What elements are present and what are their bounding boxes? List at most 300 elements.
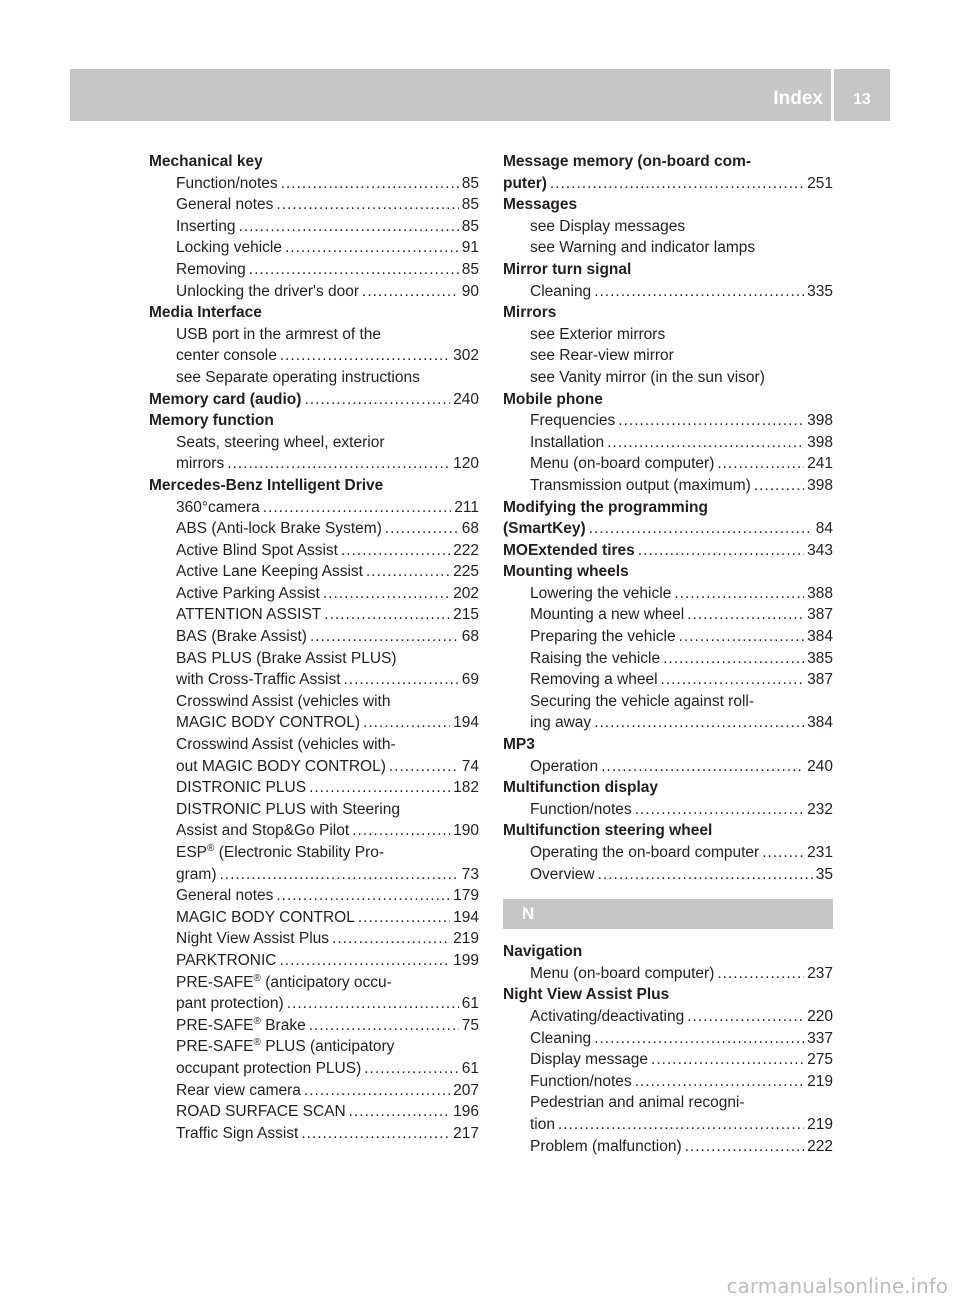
index-subentry [149, 842, 479, 864]
index-subentry[interactable] [503, 475, 833, 497]
index-subentry[interactable] [503, 1071, 833, 1093]
page-reference[interactable]: 215 [453, 606, 479, 624]
index-subentry[interactable] [149, 1058, 479, 1080]
dot-leader [601, 756, 804, 778]
section-letter: N [522, 904, 535, 924]
entry-text: Inserting [176, 217, 236, 235]
entry-text: ing away [530, 714, 592, 732]
entry-text: ROAD SURFACE SCAN [176, 1103, 346, 1121]
index-entry [149, 151, 479, 173]
dot-leader [661, 669, 805, 691]
index-subentry[interactable] [503, 1136, 833, 1158]
page-reference[interactable]: 387 [807, 671, 833, 689]
index-subentry[interactable] [149, 864, 479, 886]
index-subentry[interactable] [503, 281, 833, 303]
index-entry [503, 820, 833, 842]
dot-leader [687, 1006, 804, 1028]
dot-leader [594, 281, 804, 303]
entry-text: Locking vehicle [176, 239, 282, 257]
index-subentry[interactable] [149, 518, 479, 540]
index-subentry [149, 324, 479, 346]
page-reference[interactable]: 240 [453, 390, 479, 408]
index-subentry[interactable] [149, 626, 479, 648]
index-subentry[interactable] [149, 1080, 479, 1102]
dot-leader [344, 669, 459, 691]
dot-leader [276, 194, 458, 216]
entry-text: Seats, steering wheel, exterior [176, 433, 385, 451]
index-subentry [149, 1036, 479, 1058]
entry-text: DISTRONIC PLUS [176, 779, 307, 797]
index-subentry[interactable] [149, 993, 479, 1015]
index-entry [503, 497, 833, 519]
page-reference[interactable]: 275 [807, 1051, 833, 1069]
index-subentry[interactable] [149, 928, 479, 950]
dot-leader [279, 950, 450, 972]
registered-mark: ® [253, 1015, 261, 1027]
entry-text: General notes [176, 887, 274, 905]
index-subentry[interactable] [149, 237, 479, 259]
section-header [503, 899, 833, 929]
entry-text: Function/notes [530, 1072, 632, 1090]
registered-mark: ® [253, 1037, 261, 1049]
page-reference[interactable]: 384 [807, 628, 833, 646]
index-entry [503, 777, 833, 799]
index-subentry[interactable] [503, 453, 833, 475]
dot-leader [717, 453, 804, 475]
dot-leader [227, 453, 450, 475]
index-entry [503, 561, 833, 583]
index-entry [503, 984, 833, 1006]
page-reference[interactable]: 74 [461, 757, 479, 775]
entry-text: mirrors [176, 455, 225, 473]
dot-leader [366, 561, 450, 583]
page-reference[interactable]: 398 [807, 476, 833, 494]
page-reference[interactable]: 85 [461, 196, 479, 214]
index-subentry[interactable] [503, 410, 833, 432]
index-entry [503, 151, 833, 173]
index-subentry[interactable] [503, 1006, 833, 1028]
entry-text: see Separate operating instructions [176, 368, 420, 386]
entry-text: Function/notes [176, 174, 278, 192]
index-subentry[interactable] [503, 1114, 833, 1136]
index-subentry[interactable] [149, 281, 479, 303]
entry-text: Menu (on-board computer) [530, 455, 715, 473]
entry-text: Raising the vehicle [530, 649, 661, 667]
entry-text: Operation [530, 757, 599, 775]
dot-leader [638, 540, 804, 562]
entry-text: Memory card (audio) [149, 390, 302, 408]
entry-text: Assist and Stop&Go Pilot [176, 822, 350, 840]
page-reference[interactable]: 199 [453, 951, 479, 969]
dot-leader [310, 626, 459, 648]
entry-text: Crosswind Assist (vehicles with [176, 692, 391, 710]
dot-leader [332, 928, 450, 950]
entry-text: Unlocking the driver's door [176, 282, 360, 300]
index-subentry [149, 691, 479, 713]
entry-text: MOExtended tires [503, 541, 635, 559]
page-reference[interactable]: 219 [807, 1115, 833, 1133]
page-reference[interactable]: 194 [453, 908, 479, 926]
dot-leader [685, 1136, 805, 1158]
entry-text: Active Blind Spot Assist [176, 541, 338, 559]
dot-leader [238, 216, 458, 238]
registered-mark: ® [207, 842, 215, 854]
index-subentry[interactable] [149, 345, 479, 367]
page-reference[interactable]: 240 [807, 757, 833, 775]
dot-leader [594, 712, 804, 734]
page-reference[interactable]: 35 [815, 865, 833, 883]
entry-text: Active Lane Keeping Assist [176, 563, 363, 581]
page-reference[interactable]: 182 [453, 779, 479, 797]
entry-text: Operating the on-board computer [530, 844, 760, 861]
entry-text: MAGIC BODY CONTROL [176, 908, 355, 926]
entry-text: MP3 [503, 736, 535, 754]
page-reference[interactable]: 75 [461, 1016, 479, 1034]
index-entry [503, 734, 833, 756]
entry-text: Mercedes-Benz Intelligent Drive [149, 476, 384, 494]
page-reference[interactable]: 68 [461, 628, 479, 646]
dot-leader [663, 648, 804, 670]
entry-text: Removing a wheel [530, 671, 658, 689]
entry-text: Mounting wheels [503, 563, 629, 581]
index-entry [149, 302, 479, 324]
entry-text: Active Parking Assist [176, 584, 320, 602]
entry-text: DISTRONIC PLUS with Steering [176, 800, 400, 818]
entry-text: ATTENTION ASSIST [176, 606, 322, 624]
index-subentry[interactable] [149, 1101, 479, 1123]
dot-leader [309, 777, 450, 799]
index-subentry[interactable] [149, 540, 479, 562]
index-subentry[interactable] [149, 583, 479, 605]
index-subentry[interactable] [149, 259, 479, 281]
entry-text: Removing [176, 260, 246, 278]
entry-text: USB port in the armrest of the [176, 325, 382, 343]
entry-text: see Rear-view mirror [530, 347, 674, 365]
dot-leader [679, 626, 805, 648]
entry-text: Installation [530, 433, 605, 451]
page-reference[interactable]: 190 [453, 822, 479, 840]
page-reference[interactable]: 85 [461, 174, 479, 192]
index-subentry[interactable] [503, 1028, 833, 1050]
entry-text: Display message [530, 1051, 649, 1069]
dot-leader [249, 259, 459, 281]
index-subentry[interactable] [503, 756, 833, 778]
dot-leader [358, 907, 450, 929]
page-number: 13 [853, 91, 871, 108]
dot-leader [674, 583, 804, 605]
index-entry[interactable] [503, 518, 833, 540]
entry-text: see Warning and indicator lamps [530, 239, 756, 257]
entry-text: Menu (on-board computer) [530, 964, 715, 982]
index-subentry [503, 691, 833, 713]
index-subentry[interactable] [503, 1049, 833, 1071]
page-reference[interactable]: 337 [807, 1029, 833, 1047]
entry-text: General notes [176, 196, 274, 214]
page-reference[interactable]: 220 [807, 1007, 833, 1025]
page-reference[interactable]: 388 [807, 584, 833, 602]
page-reference[interactable]: 85 [461, 260, 479, 278]
page-reference[interactable]: 207 [453, 1081, 479, 1099]
page-reference[interactable]: 196 [453, 1103, 479, 1121]
page-reference[interactable]: 61 [461, 995, 479, 1013]
index-subentry[interactable] [503, 669, 833, 691]
entry-text: Messages [503, 196, 578, 214]
index-subentry[interactable] [503, 604, 833, 626]
dot-leader [352, 820, 450, 842]
entry-text: Frequencies [530, 412, 616, 430]
page-title: Index [773, 88, 823, 109]
entry-text: Night View Assist Plus [503, 986, 670, 1004]
index-subentry[interactable] [503, 626, 833, 648]
index-subentry [149, 799, 479, 821]
dot-leader [687, 604, 804, 626]
entry-text: Cleaning [530, 1029, 592, 1047]
index-entry[interactable] [503, 540, 833, 562]
entry-text: Transmission output (maximum) [530, 476, 751, 494]
entry-text: Lowering the vehicle [530, 584, 672, 602]
index-entry[interactable] [149, 389, 479, 411]
entry-text: PRE-SAFE® Brake [176, 1015, 306, 1034]
page-reference[interactable]: 231 [807, 844, 833, 861]
index-subentry[interactable] [149, 756, 479, 778]
entry-text: (SmartKey) [503, 520, 586, 538]
page-reference[interactable]: 120 [453, 455, 479, 473]
index-subentry[interactable] [149, 173, 479, 195]
index-subentry[interactable] [149, 497, 479, 519]
entry-text: Cleaning [530, 282, 592, 300]
dot-leader [589, 518, 813, 540]
index-entry [149, 410, 479, 432]
page-reference[interactable]: 69 [461, 671, 479, 689]
index-subentry[interactable] [503, 583, 833, 605]
index-column-right [503, 151, 833, 1157]
dot-leader [323, 583, 450, 605]
registered-mark: ® [253, 972, 261, 984]
entry-text: Crosswind Assist (vehicles with- [176, 736, 396, 754]
page-reference[interactable]: 61 [461, 1059, 479, 1077]
page-reference[interactable]: 398 [807, 433, 833, 451]
page-reference[interactable]: 251 [807, 174, 833, 192]
entry-text: Mobile phone [503, 390, 603, 408]
entry-text: see Display messages [530, 217, 686, 235]
entry-text: Multifunction display [503, 779, 658, 797]
index-subentry [503, 216, 833, 238]
index-subentry [503, 1092, 833, 1114]
dot-leader [364, 1058, 459, 1080]
entry-text: Night View Assist Plus [176, 930, 330, 948]
page-reference[interactable]: 84 [815, 520, 833, 538]
dot-leader [276, 885, 450, 907]
dot-leader [598, 864, 813, 886]
index-subentry[interactable] [149, 950, 479, 972]
dot-leader [309, 1015, 459, 1037]
page-reference[interactable]: 91 [461, 239, 479, 257]
page-reference[interactable]: 68 [461, 520, 479, 538]
page-reference[interactable]: 179 [453, 887, 479, 905]
index-subentry [503, 324, 833, 346]
entry-text: 360°camera [176, 498, 260, 516]
page-reference[interactable]: 343 [807, 541, 833, 559]
dot-leader [385, 518, 459, 540]
entry-text: Mirrors [503, 304, 557, 322]
index-subentry [149, 734, 479, 756]
entry-text: Mounting a new wheel [530, 606, 685, 624]
entry-text: PRE-SAFE® (anticipatory occu- [176, 972, 392, 991]
entry-text: Navigation [503, 943, 583, 961]
dot-leader [558, 1114, 804, 1136]
entry-text: Mechanical key [149, 153, 263, 170]
index-subentry[interactable] [503, 842, 833, 864]
entry-text: see Vanity mirror (in the sun visor) [530, 368, 765, 386]
watermark: carmanualsonline.info [726, 1274, 948, 1298]
index-subentry [503, 367, 833, 389]
page-reference[interactable]: 211 [454, 498, 479, 516]
entry-text: Mirror turn signal [503, 260, 632, 278]
entry-text: with Cross-Traffic Assist [176, 671, 341, 689]
index-subentry [149, 367, 479, 389]
page-reference[interactable]: 302 [453, 347, 479, 365]
page-reference[interactable]: 335 [807, 282, 833, 300]
index-subentry[interactable] [149, 777, 479, 799]
index-subentry[interactable] [149, 1123, 479, 1145]
entry-text: out MAGIC BODY CONTROL) [176, 757, 386, 775]
dot-leader [618, 410, 804, 432]
entry-text: puter) [503, 174, 547, 192]
entry-text: BAS (Brake Assist) [176, 628, 307, 646]
entry-text: see Exterior mirrors [530, 325, 666, 343]
index-subentry[interactable] [149, 561, 479, 583]
entry-text: ABS (Anti-lock Brake System) [176, 520, 382, 538]
entry-text: Function/notes [530, 800, 632, 818]
dot-leader [754, 475, 804, 497]
index-entry [503, 259, 833, 281]
index-entry [503, 389, 833, 411]
dot-leader [263, 497, 452, 519]
entry-text: occupant protection PLUS) [176, 1059, 362, 1077]
dot-leader [341, 540, 450, 562]
entry-text: ESP® (Electronic Stability Pro- [176, 842, 385, 861]
index-subentry[interactable] [149, 1015, 479, 1037]
index-subentry[interactable] [503, 864, 833, 886]
dot-leader [762, 842, 804, 864]
index-subentry [149, 972, 479, 994]
index-subentry [149, 648, 479, 670]
index-subentry[interactable] [503, 963, 833, 985]
index-subentry[interactable] [149, 194, 479, 216]
index-subentry[interactable] [149, 885, 479, 907]
dot-leader [389, 756, 459, 778]
dot-leader [635, 799, 804, 821]
page-reference[interactable]: 202 [453, 584, 479, 602]
page-reference[interactable]: 219 [453, 930, 479, 948]
entry-text: Memory function [149, 412, 274, 430]
page-reference[interactable]: 387 [807, 606, 833, 624]
page-reference[interactable]: 85 [461, 217, 479, 235]
page-reference[interactable]: 384 [807, 714, 833, 732]
index-subentry[interactable] [149, 669, 479, 691]
entry-text: PRE-SAFE® PLUS (anticipatory [176, 1037, 395, 1056]
page-reference[interactable]: 194 [453, 714, 479, 732]
index-subentry[interactable] [503, 432, 833, 454]
dot-leader [287, 993, 459, 1015]
index-column-left [149, 151, 479, 1144]
page-reference[interactable]: 222 [453, 541, 479, 559]
entry-text: Activating/deactivating [530, 1007, 685, 1025]
entry-text: Multifunction steering wheel [503, 822, 713, 840]
dot-leader [550, 173, 804, 195]
index-subentry[interactable] [149, 820, 479, 842]
page-reference[interactable]: 219 [807, 1072, 833, 1090]
index-subentry [503, 345, 833, 367]
dot-leader [219, 864, 458, 886]
entry-text: Traffic Sign Assist [176, 1124, 299, 1142]
index-subentry[interactable] [503, 648, 833, 670]
page-reference[interactable]: 222 [807, 1137, 833, 1155]
index-subentry[interactable] [149, 604, 479, 626]
page-reference[interactable]: 232 [807, 800, 833, 818]
index-entry [149, 475, 479, 497]
index-subentry[interactable] [149, 216, 479, 238]
page-reference[interactable]: 90 [461, 282, 479, 300]
page-reference[interactable]: 225 [453, 563, 479, 581]
page-reference[interactable]: 217 [453, 1124, 479, 1142]
dot-leader [304, 1080, 450, 1102]
entry-text: Preparing the vehicle [530, 628, 676, 646]
index-entry [503, 194, 833, 216]
index-subentry [149, 432, 479, 454]
dot-leader [301, 1123, 450, 1145]
dot-leader [285, 237, 459, 259]
entry-text: Modifying the programming [503, 498, 708, 516]
page-reference[interactable]: 237 [807, 964, 833, 982]
entry-text: Media Interface [149, 304, 262, 322]
entry-text: MAGIC BODY CONTROL) [176, 714, 361, 732]
page-reference[interactable]: 398 [807, 412, 833, 430]
index-subentry[interactable] [503, 799, 833, 821]
dot-leader [651, 1049, 804, 1071]
entry-text: Securing the vehicle against roll- [530, 692, 755, 710]
entry-text: Pedestrian and animal recogni- [530, 1094, 745, 1112]
entry-text: PARKTRONIC [176, 951, 277, 969]
dot-leader [635, 1071, 804, 1093]
index-subentry[interactable] [149, 712, 479, 734]
index-entry[interactable] [503, 173, 833, 195]
dot-leader [281, 173, 459, 195]
entry-text: Message memory (on-board com- [503, 153, 752, 170]
index-entry [503, 941, 833, 963]
page-reference[interactable]: 73 [461, 865, 479, 883]
dot-leader [324, 604, 450, 626]
entry-text: pant protection) [176, 995, 284, 1013]
index-entry [503, 302, 833, 324]
dot-leader [594, 1028, 804, 1050]
dot-leader [280, 345, 450, 367]
dot-leader [717, 963, 804, 985]
entry-text: Overview [530, 865, 595, 883]
dot-leader [362, 281, 459, 303]
index-subentry [503, 237, 833, 259]
entry-text: Problem (malfunction) [530, 1137, 682, 1155]
page-reference[interactable]: 241 [807, 455, 833, 473]
page-reference[interactable]: 385 [807, 649, 833, 667]
dot-leader [304, 389, 450, 411]
index-subentry[interactable] [149, 907, 479, 929]
index-subentry[interactable] [503, 712, 833, 734]
entry-text: center console [176, 347, 277, 365]
index-subentry[interactable] [149, 453, 479, 475]
dot-leader [363, 712, 450, 734]
entry-text: gram) [176, 865, 217, 883]
